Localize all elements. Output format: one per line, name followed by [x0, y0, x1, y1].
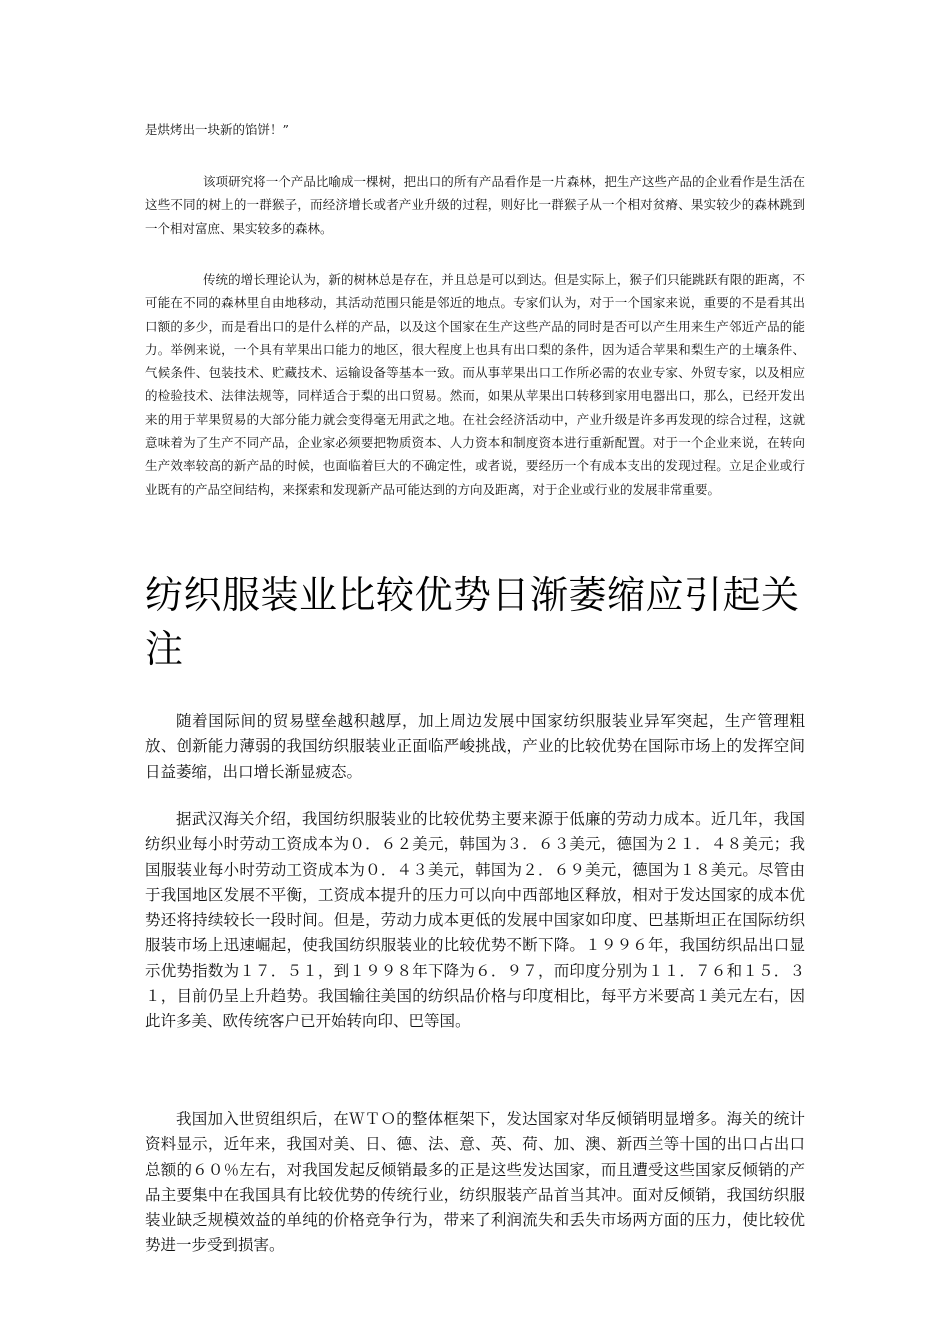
paragraph-wto: 我国加入世贸组织后，在ＷＴＯ的整体框架下，发达国家对华反倾销明显增多。海关的统计资料显示，近年来，我国对美、日、德、法、意、英、荷、加、澳、新西兰等十国的出口占出口总额的６０％左右，对我国发起反倾销最多的正是这些发达国家，而且遭受这些国家反倾销的产品主要集中在我国具有比较优势的传统行业，纺织服装产品首当其冲。面对反倾销，我国纺织服装业缺乏规模效益的单纯的价格竞争行为，带来了利润流失和丢失市场两方面的压力，使比较优势进一步受到损害。 — [145, 1110, 805, 1255]
paragraph-wuhan-customs: 据武汉海关介绍，我国纺织服装业的比较优势主要来源于低廉的劳动力成本。近几年，我国纺织业每小时劳动工资成本为０．６２美元，韩国为３．６３美元，德国为２１．４８美元；我国服装业每小时劳动工资成本为０．４３美元，韩国为２．６９美元，德国为１８美元。尽管由于我国地区发展不平衡，工资成本提升的压力可以向中西部地区释放，相对于发达国家的成本优势还将持续较长一段时间。但是，劳动力成本更低的发展中国家如印度、巴基斯坦正在国际纺织服装市场上迅速崛起，使我国纺织服装业的比较优势不断下降。１９９６年，我国纺织品出口显示优势指数为１７．５１，到１９９８年下降为６．９７，而印度分别为１１．７６和１５．３１，目前仍呈上升趋势。我国输往美国的纺织品价格与印度相比，每平方米要高１美元左右，因此许多美、欧传统客户已开始转向印、巴等国。 — [145, 810, 805, 1031]
continuation-line: 是烘烤出一块新的馅饼！” — [145, 122, 289, 137]
paragraph-growth-theory: 传统的增长理论认为，新的树林总是存在，并且总是可以到达。但是实际上，猴子们只能跳跃有限的距离，不可能在不同的森林里自由地移动，其活动范围只能是邻近的地点。专家们认为，对于一个国家来说，重要的不是看其出口额的多少，而是看出口的是什么样的产品，以及这个国家在生产这些产品的同时是否可以产生用来生产邻近产品的能力。举例来说，一个具有苹果出口能力的地区，很大程度上也具有出口梨的条件，因为适合苹果和梨生产的土壤条件、气候条件、包装技术、贮藏技术、运输设备等基本一致。而从事苹果出口工作所必需的农业专家、外贸专家，以及相应的检验技术、法律法规等，同样适合于梨的出口贸易。然而，如果从苹果出口转移到家用电器出口，那么，已经开发出来的用于苹果贸易的大部分能力就会变得毫无用武之地。在社会经济活动中，产业升级是许多再发现的综合过程，这就意味着为了生产不同产品，企业家必须要把物质资本、人力资本和制度资本进行重新配置。对于一个企业来说，在转向生产效率较高的新产品的时候，也面临着巨大的不确定性，或者说，要经历一个有成本支出的发现过程。立足企业或行业既有的产品空间结构，来探索和发现新产品可能达到的方向及距离，对于企业或行业的发展非常重要。 — [145, 272, 805, 497]
paragraph-forest-metaphor: 该项研究将一个产品比喻成一棵树，把出口的所有产品看作是一片森林，把生产这些产品的企业看作是生活在这些不同的树上的一群猴子，而经济增长或者产业升级的过程，则好比一群猴子从一个相对贫瘠、果实较少的森林跳到一个相对富庶、果实较多的森林。 — [145, 174, 805, 236]
paragraph-intro: 随着国际间的贸易壁垒越积越厚，加上周边发展中国家纺织服装业异军突起，生产管理粗放、创新能力薄弱的我国纺织服装业正面临严峻挑战，产业的比较优势在国际市场上的发挥空间日益萎缩，出口增长渐显疲态。 — [145, 712, 805, 781]
section-heading: 纺织服装业比较优势日渐萎缩应引起关注 — [145, 573, 800, 671]
